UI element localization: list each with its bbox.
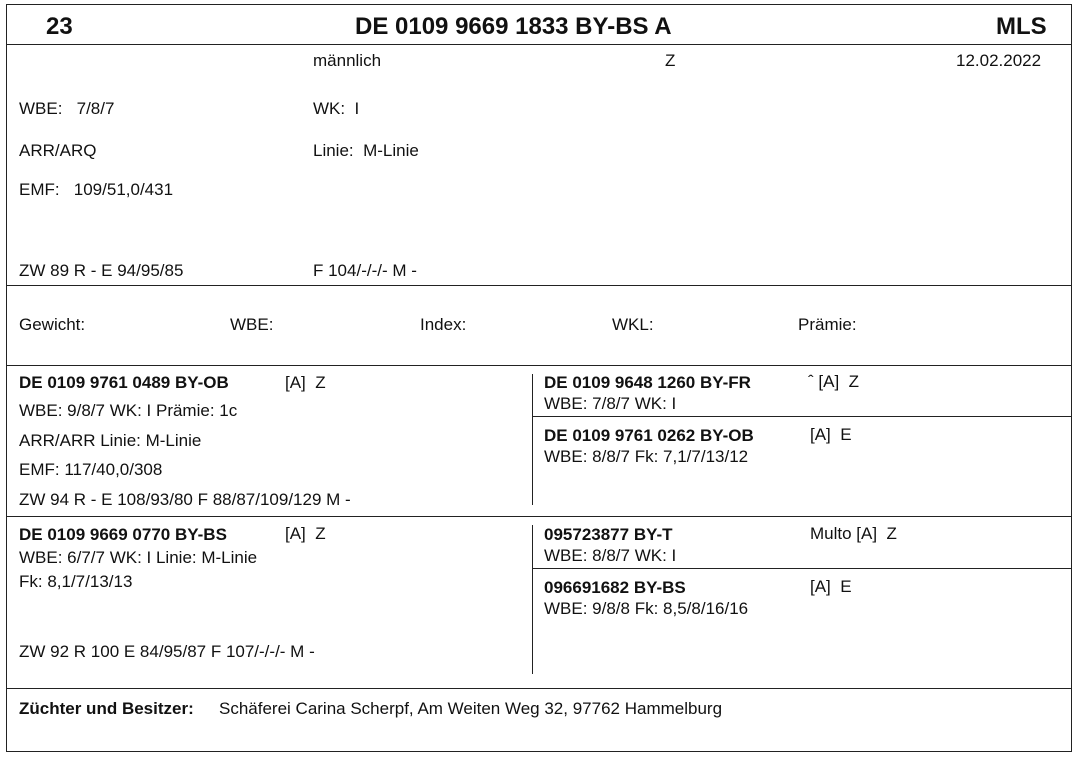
animal-linie: Linie: M-Linie	[313, 141, 419, 160]
animal-f: F 104/-/-/- M -	[313, 261, 417, 280]
mother-mother-id: 096691682 BY-BS	[544, 578, 686, 597]
mother-mother-tag: [A] E	[810, 577, 852, 596]
father-mother-line1: WBE: 8/8/7 Fk: 7,1/7/13/12	[544, 447, 749, 466]
divider-mother-grandparents	[533, 568, 1072, 569]
label-wbe: WBE:	[230, 315, 274, 334]
divider-father-vertical	[532, 374, 533, 505]
father-mother-tag: [A] E	[810, 425, 852, 444]
father-line2: ARR/ARR Linie: M-Linie	[19, 431, 202, 450]
label-gewicht: Gewicht:	[19, 315, 86, 334]
animal-zw: ZW 89 R - E 94/95/85	[19, 261, 184, 280]
label-praemie: Prämie:	[798, 315, 857, 334]
mother-mother-line1: WBE: 9/8/8 Fk: 8,5/8/16/16	[544, 599, 749, 618]
divider-animal	[6, 285, 1072, 286]
breed-code: MLS	[996, 13, 1047, 40]
divider-father-grandparents	[533, 416, 1072, 417]
divider-evaluation	[6, 365, 1072, 366]
mother-line2: Fk: 8,1/7/13/13	[19, 572, 133, 591]
divider-header	[6, 44, 1072, 45]
mother-father-line1: WBE: 8/8/7 WK: I	[544, 546, 677, 565]
animal-genotype: ARR/ARQ	[19, 141, 97, 160]
mother-id: DE 0109 9669 0770 BY-BS	[19, 525, 227, 544]
animal-emf: EMF: 109/51,0/431	[19, 180, 174, 199]
catalog-number: 23	[46, 13, 73, 40]
divider-father	[6, 516, 1072, 517]
father-father-id: DE 0109 9648 1260 BY-FR	[544, 373, 751, 392]
divider-mother	[6, 688, 1072, 689]
father-father-tag: ˆ [A] Z	[808, 372, 859, 391]
father-father-line1: WBE: 7/8/7 WK: I	[544, 394, 677, 413]
mother-father-id: 095723877 BY-T	[544, 525, 673, 544]
mother-father-tag: Multo [A] Z	[810, 524, 897, 543]
father-line1: WBE: 9/8/7 WK: I Prämie: 1c	[19, 401, 238, 420]
father-mother-id: DE 0109 9761 0262 BY-OB	[544, 426, 754, 445]
label-wkl: WKL:	[612, 315, 654, 334]
father-line4: ZW 94 R - E 108/93/80 F 88/87/109/129 M -	[19, 490, 351, 509]
father-id: DE 0109 9761 0489 BY-OB	[19, 373, 229, 392]
breeder-label: Züchter und Besitzer:	[19, 699, 194, 718]
father-tag: [A] Z	[285, 373, 326, 392]
label-index: Index:	[420, 315, 467, 334]
animal-sex: männlich	[313, 51, 382, 70]
father-line3: EMF: 117/40,0/308	[19, 460, 163, 479]
animal-wbe: WBE: 7/8/7	[19, 99, 115, 118]
mother-line3: ZW 92 R 100 E 84/95/87 F 107/-/-/- M -	[19, 642, 315, 661]
divider-mother-vertical	[532, 525, 533, 674]
mother-line1: WBE: 6/7/7 WK: I Linie: M-Linie	[19, 548, 258, 567]
breeder-value: Schäferei Carina Scherpf, Am Weiten Weg 32, 97762 Hammelburg	[219, 699, 723, 718]
animal-status: Z	[665, 51, 676, 70]
animal-wk: WK: I	[313, 99, 360, 118]
mother-tag: [A] Z	[285, 524, 326, 543]
animal-id: DE 0109 9669 1833 BY-BS A	[355, 13, 672, 40]
animal-date: 12.02.2022	[956, 51, 1042, 70]
